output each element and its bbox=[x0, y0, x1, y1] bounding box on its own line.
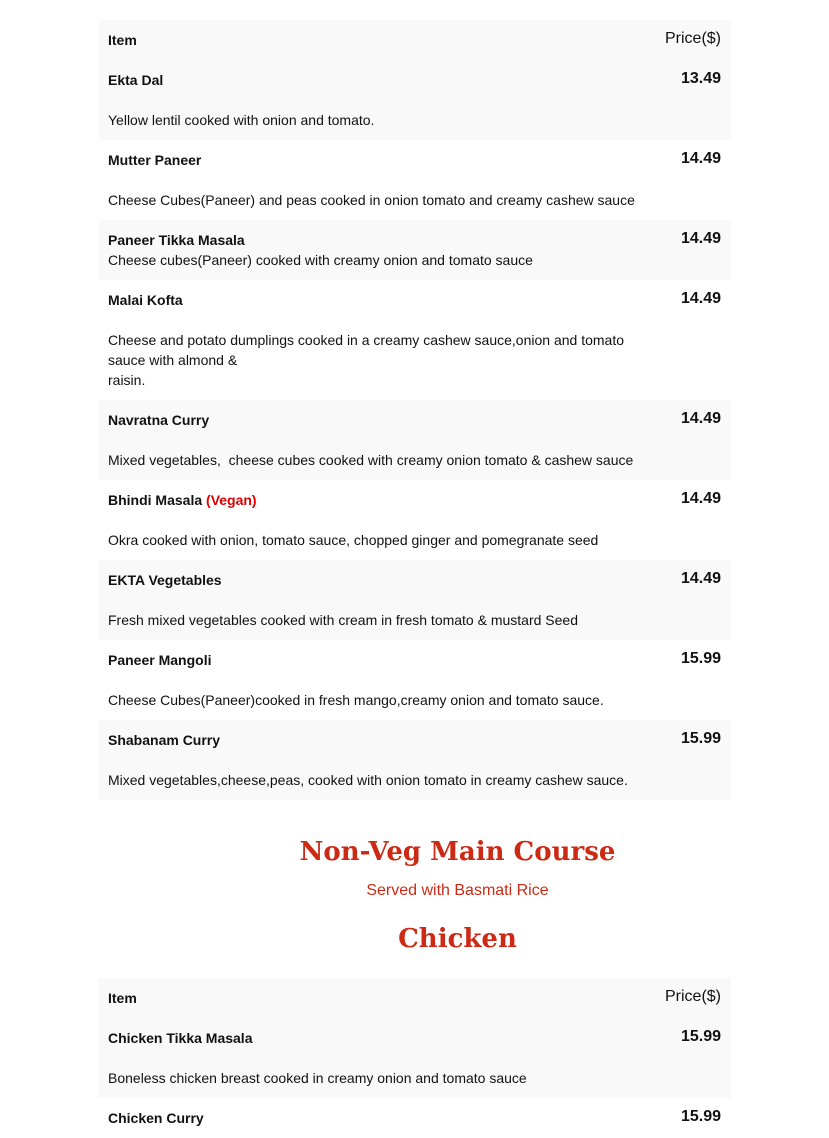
item-name: Ekta Dal bbox=[108, 72, 164, 88]
item-price: 14.49 bbox=[680, 570, 721, 587]
item-name: Chicken Curry bbox=[108, 1110, 204, 1126]
section-title-chicken: Chicken bbox=[398, 924, 517, 954]
table-row bbox=[98, 560, 731, 640]
table-row bbox=[98, 1098, 731, 1138]
item-name: Bhindi Masala bbox=[108, 492, 203, 508]
item-name: Paneer Mangoli bbox=[108, 652, 212, 668]
section-title-nonveg: Non-Veg Main Course bbox=[299, 837, 616, 867]
table-row bbox=[98, 1018, 731, 1098]
vegan-badge: (Vegan) bbox=[206, 492, 257, 508]
table-row bbox=[98, 640, 731, 720]
veg-menu-table bbox=[98, 20, 731, 800]
item-price: 15.99 bbox=[680, 730, 721, 747]
table-header-row bbox=[98, 978, 731, 1018]
item-price: 15.99 bbox=[680, 1108, 721, 1125]
item-name: Chicken Tikka Masala bbox=[108, 1030, 253, 1046]
item-description: Cheese Cubes(Paneer)cooked in fresh mango,creamy onion and tomato sauce. bbox=[108, 692, 604, 708]
section-subtitle: Served with Basmati Rice bbox=[366, 882, 549, 899]
item-name: Malai Kofta bbox=[108, 292, 183, 308]
column-header-price: Price($) bbox=[664, 30, 721, 47]
table-row bbox=[98, 60, 731, 140]
item-price: 13.49 bbox=[680, 70, 721, 87]
item-price: 14.49 bbox=[680, 230, 721, 247]
item-name: EKTA Vegetables bbox=[108, 572, 222, 588]
table-header-row bbox=[98, 20, 731, 60]
item-price: 14.49 bbox=[680, 410, 721, 427]
item-price: 15.99 bbox=[680, 650, 721, 667]
item-name: Paneer Tikka Masala bbox=[108, 232, 245, 248]
table-row bbox=[98, 480, 731, 560]
column-header-item: Item bbox=[108, 32, 137, 48]
item-description: Cheese cubes(Paneer) cooked with creamy onion and tomato sauce bbox=[108, 252, 533, 268]
item-description: Boneless chicken breast cooked in creamy onion and tomato sauce bbox=[108, 1070, 527, 1086]
item-name: Mutter Paneer bbox=[108, 152, 202, 168]
item-description: Yellow lentil cooked with onion and tomato. bbox=[108, 112, 375, 128]
item-name: Navratna Curry bbox=[108, 412, 210, 428]
item-price: 14.49 bbox=[680, 150, 721, 167]
item-price: 15.99 bbox=[680, 1028, 721, 1045]
table-row bbox=[98, 720, 731, 800]
item-price: 14.49 bbox=[680, 290, 721, 307]
table-row bbox=[98, 140, 731, 220]
item-description: Mixed vegetables, cheese cubes cooked with creamy onion tomato & cashew sauce bbox=[108, 452, 634, 468]
item-description: Cheese and potato dumplings cooked in a creamy cashew sauce,onion and tomato sauce with almond & bbox=[108, 332, 624, 368]
table-row bbox=[98, 280, 731, 400]
item-description: Okra cooked with onion, tomato sauce, chopped ginger and pomegranate seed bbox=[108, 532, 599, 548]
column-header-price: Price($) bbox=[664, 988, 721, 1005]
item-price: 14.49 bbox=[680, 490, 721, 507]
chicken-menu-table bbox=[98, 978, 731, 1138]
item-description: Mixed vegetables,cheese,peas, cooked with onion tomato in creamy cashew sauce. bbox=[108, 772, 628, 788]
column-header-item: Item bbox=[108, 990, 137, 1006]
table-row bbox=[98, 220, 731, 280]
item-description: Fresh mixed vegetables cooked with cream in fresh tomato & mustard Seed bbox=[108, 612, 578, 628]
item-description-continued: raisin. bbox=[108, 372, 146, 388]
item-name-group bbox=[108, 490, 641, 510]
item-description: Cheese Cubes(Paneer) and peas cooked in onion tomato and creamy cashew sauce bbox=[108, 192, 635, 208]
table-row bbox=[98, 400, 731, 480]
item-name: Shabanam Curry bbox=[108, 732, 221, 748]
